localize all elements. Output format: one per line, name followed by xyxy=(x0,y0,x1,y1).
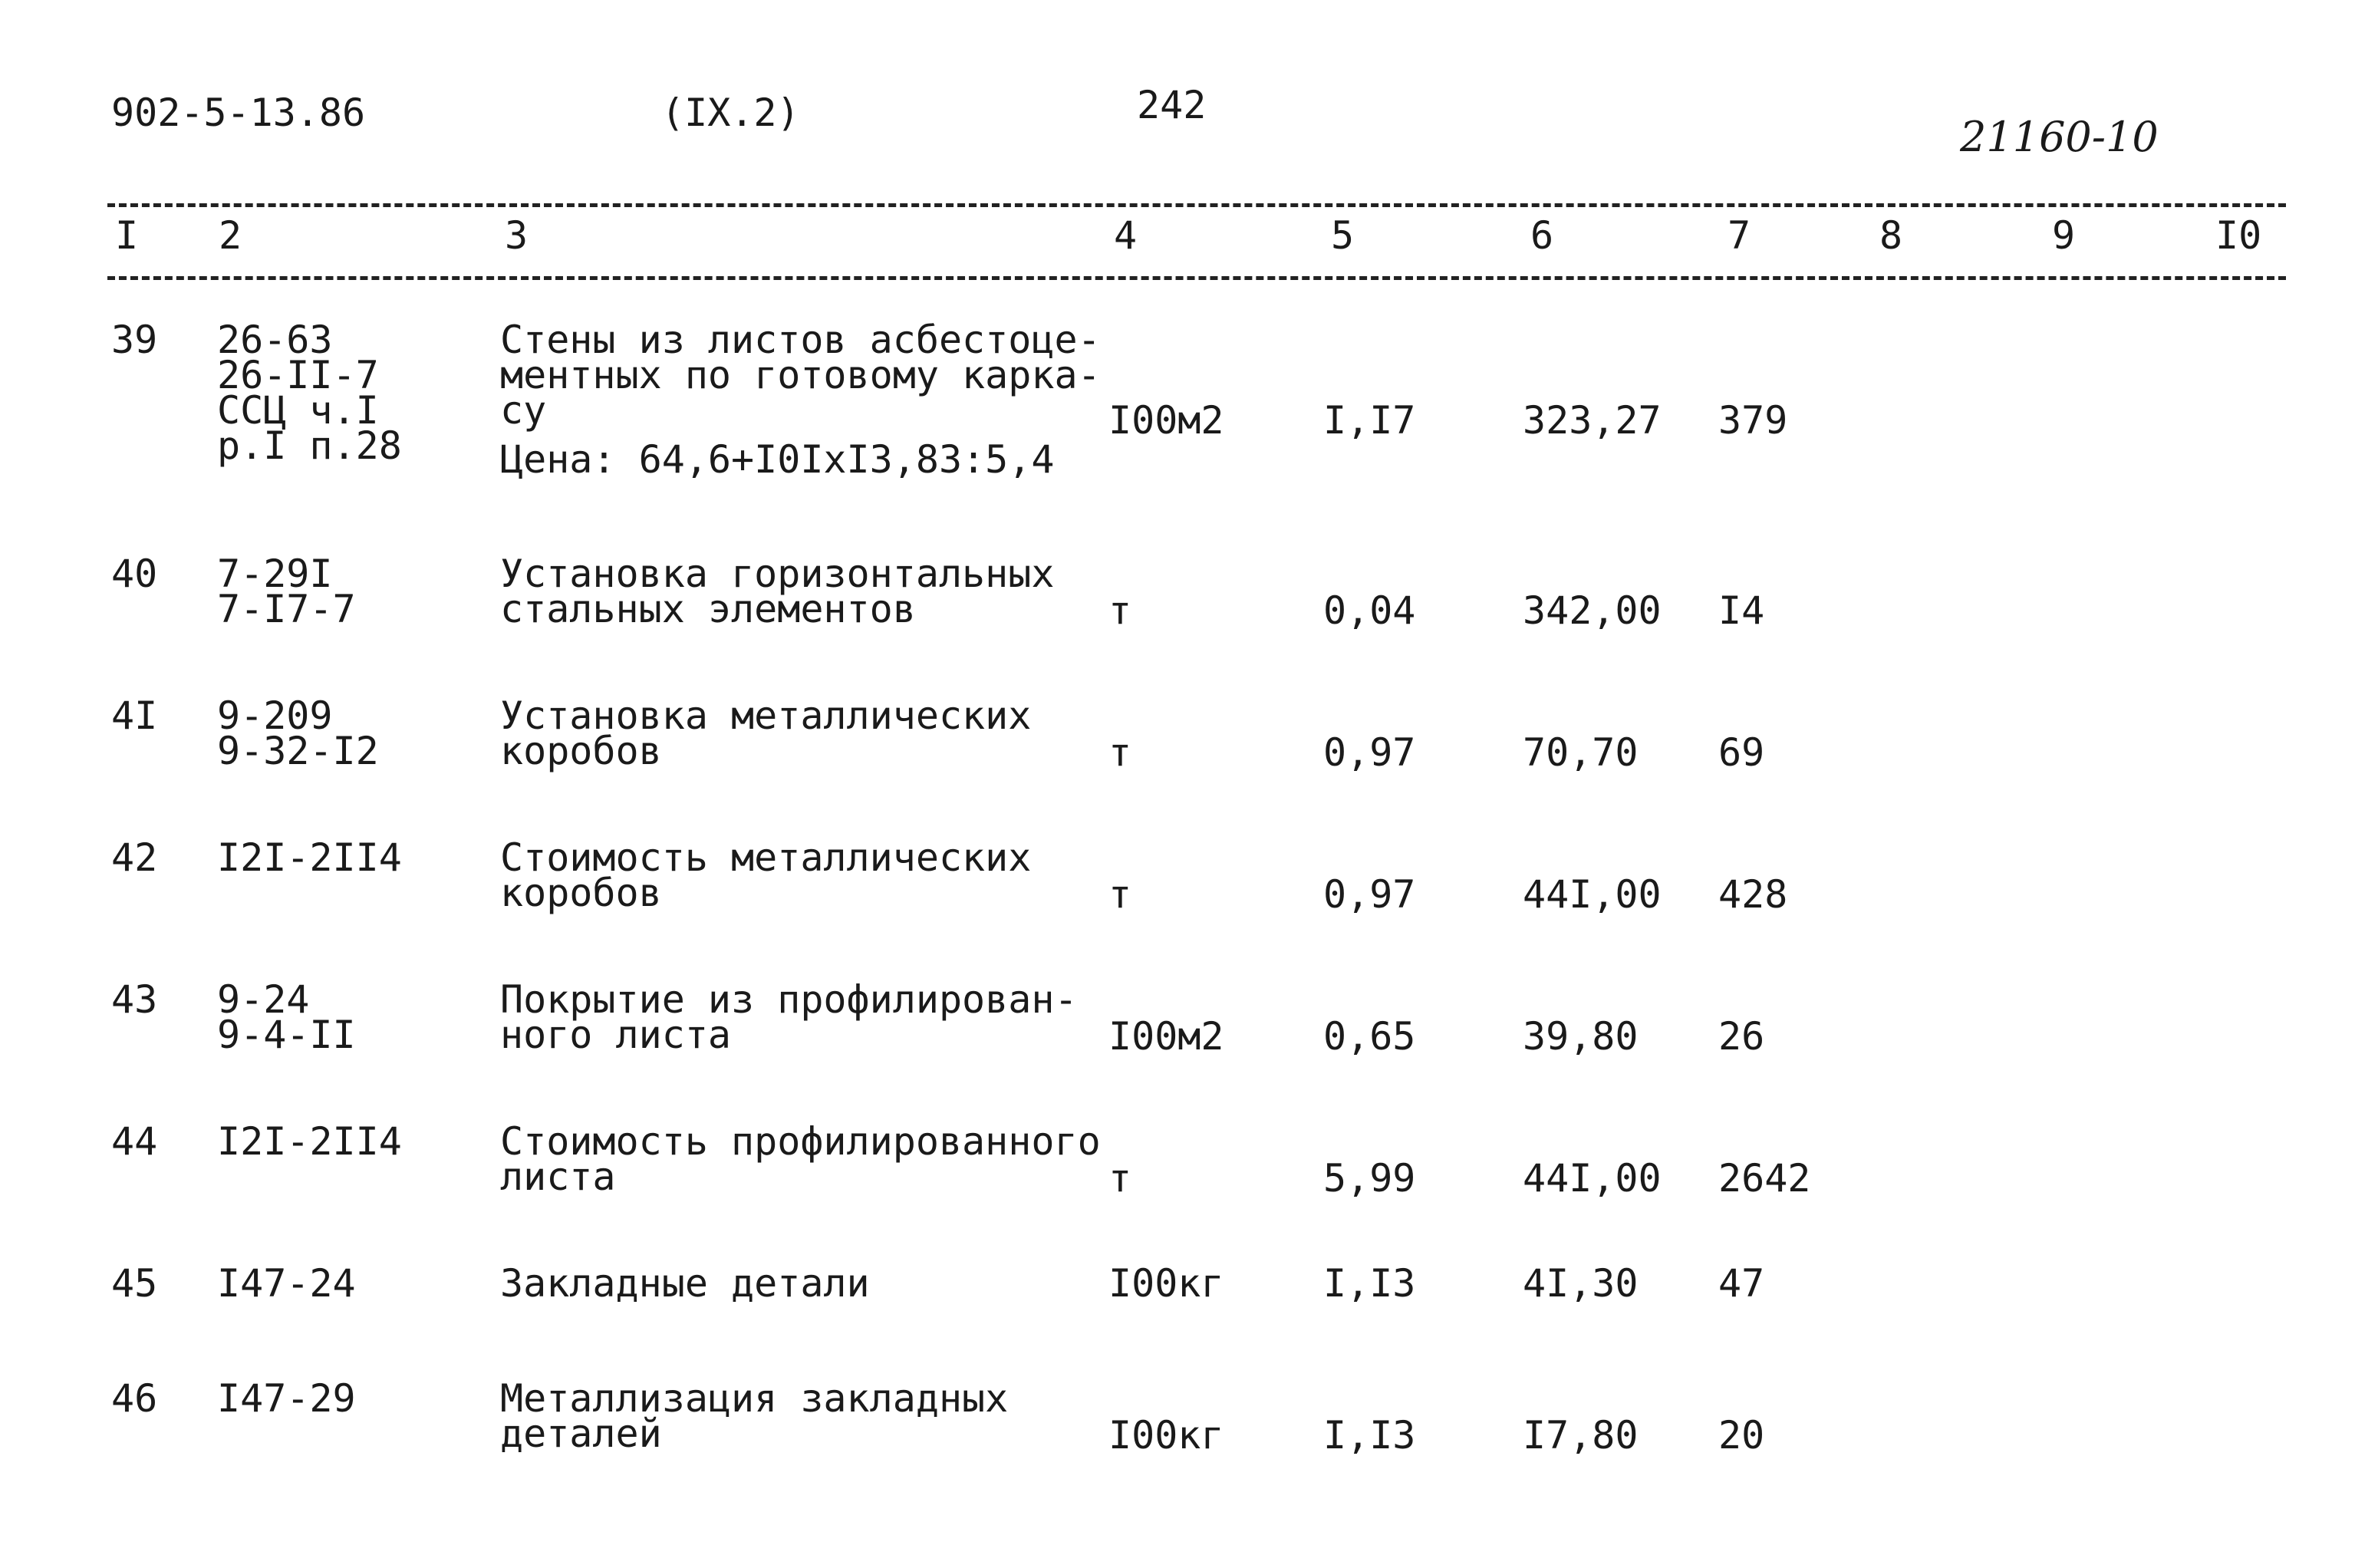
description-line: Покрытие из профилирован- xyxy=(500,977,1078,1022)
norm-code-line: I2I-2II4 xyxy=(217,1119,402,1164)
quantity: I,I3 xyxy=(1323,1261,1416,1306)
description-line: ного листа xyxy=(500,1013,732,1057)
norm-code xyxy=(217,835,402,880)
work-description xyxy=(500,318,1101,482)
norm-code xyxy=(217,1119,402,1164)
norm-code xyxy=(217,552,356,631)
quantity: 0,97 xyxy=(1323,872,1416,917)
table-row xyxy=(0,318,2355,482)
column-number: I xyxy=(115,213,139,258)
description-line: Стоимость профилированного xyxy=(500,1119,1101,1164)
table-row xyxy=(0,835,2355,917)
total-cost: 20 xyxy=(1718,1413,1765,1458)
quantity: 0,04 xyxy=(1323,588,1416,633)
description-line: коробов xyxy=(500,729,662,773)
work-description xyxy=(500,552,1055,631)
column-number: 4 xyxy=(1114,213,1138,258)
total-cost: 379 xyxy=(1718,398,1788,443)
unit: т xyxy=(1108,872,1132,917)
unit: I00кг xyxy=(1108,1261,1224,1306)
page-number: 242 xyxy=(1137,83,1207,127)
description-line: Металлизация закладных xyxy=(500,1376,1009,1421)
row-number: 39 xyxy=(111,318,158,362)
column-number: 2 xyxy=(219,213,242,258)
quantity: I,I3 xyxy=(1323,1413,1416,1458)
description-line: листа xyxy=(500,1155,616,1199)
description-line: ментных по готовому карка- xyxy=(500,353,1101,397)
norm-code-line: 7-I7-7 xyxy=(217,587,356,631)
work-description xyxy=(500,693,1032,773)
table-row xyxy=(0,1119,2355,1201)
description-line: деталей xyxy=(500,1412,662,1456)
quantity: I,I7 xyxy=(1323,398,1416,443)
unit-cost: 342,00 xyxy=(1523,588,1662,633)
header-rule-bottom xyxy=(107,276,2286,280)
unit: т xyxy=(1108,730,1132,775)
unit-cost: 4I,30 xyxy=(1523,1261,1639,1306)
work-description xyxy=(500,1376,1009,1456)
unit-cost: 44I,00 xyxy=(1523,1156,1662,1201)
total-cost: 428 xyxy=(1718,872,1788,917)
description-line: Закладные детали xyxy=(500,1261,870,1306)
norm-code xyxy=(217,1376,356,1421)
norm-code-line: 26-63 xyxy=(217,318,333,362)
row-number: 42 xyxy=(111,835,158,880)
unit: т xyxy=(1108,588,1132,633)
norm-code-line: 9-24 xyxy=(217,977,310,1022)
unit: т xyxy=(1108,1156,1132,1201)
norm-code-line: 9-32-I2 xyxy=(217,729,379,773)
norm-code xyxy=(217,693,379,773)
unit: I00м2 xyxy=(1108,1014,1224,1059)
norm-code-line: 9-209 xyxy=(217,693,333,738)
table-row xyxy=(0,693,2355,775)
norm-code xyxy=(217,318,402,468)
description-line: коробов xyxy=(500,871,662,915)
table-row xyxy=(0,1376,2355,1458)
column-number: 3 xyxy=(505,213,529,258)
row-number: 43 xyxy=(111,977,158,1022)
norm-code-line: р.I п.28 xyxy=(217,423,402,468)
total-cost: I4 xyxy=(1718,588,1765,633)
norm-code-line: I47-24 xyxy=(217,1261,356,1306)
unit: I00кг xyxy=(1108,1413,1224,1458)
column-number: 6 xyxy=(1530,213,1554,258)
norm-code-line: 26-II-7 xyxy=(217,353,379,397)
handwritten-stamp: 21160-10 xyxy=(1960,113,2159,161)
section-label: (IX.2) xyxy=(661,91,800,135)
norm-code xyxy=(217,977,356,1057)
unit-cost: 70,70 xyxy=(1523,730,1639,775)
column-number: 5 xyxy=(1331,213,1355,258)
description-line: Установка металлических xyxy=(500,693,1032,738)
unit-cost: 44I,00 xyxy=(1523,872,1662,917)
row-number: 44 xyxy=(111,1119,158,1164)
norm-code-line: 9-4-II xyxy=(217,1013,356,1057)
description-line: су xyxy=(500,388,547,433)
row-number: 4I xyxy=(111,693,158,738)
description-line: Установка горизонтальных xyxy=(500,552,1055,596)
header-rule-top xyxy=(107,203,2286,207)
row-number: 45 xyxy=(111,1261,158,1306)
table-row xyxy=(0,552,2355,633)
quantity: 0,97 xyxy=(1323,730,1416,775)
total-cost: 47 xyxy=(1718,1261,1765,1306)
norm-code-line: 7-29I xyxy=(217,552,333,596)
column-number: I0 xyxy=(2215,213,2262,258)
quantity: 5,99 xyxy=(1323,1156,1416,1201)
unit-cost: I7,80 xyxy=(1523,1413,1639,1458)
norm-code-line: ССЦ ч.I xyxy=(217,388,379,433)
work-description xyxy=(500,835,1032,915)
unit-cost: 39,80 xyxy=(1523,1014,1639,1059)
description-line: Стены из листов асбестоце- xyxy=(500,318,1101,362)
row-number: 40 xyxy=(111,552,158,596)
column-number: 9 xyxy=(2052,213,2076,258)
unit: I00м2 xyxy=(1108,398,1224,443)
row-number: 46 xyxy=(111,1376,158,1421)
price-note: Цена: 64,6+I0IxI3,83:5,4 xyxy=(500,437,1055,482)
quantity: 0,65 xyxy=(1323,1014,1416,1059)
norm-code-line: I2I-2II4 xyxy=(217,835,402,880)
work-description xyxy=(500,1261,870,1306)
work-description xyxy=(500,977,1078,1057)
total-cost: 26 xyxy=(1718,1014,1765,1059)
unit-cost: 323,27 xyxy=(1523,398,1662,443)
table-row xyxy=(0,977,2355,1059)
norm-code xyxy=(217,1261,356,1306)
column-number: 7 xyxy=(1728,213,1751,258)
table-row xyxy=(0,1261,2355,1306)
description-line: Стоимость металлических xyxy=(500,835,1032,880)
total-cost: 2642 xyxy=(1718,1156,1811,1201)
document-code: 902-5-13.86 xyxy=(111,91,366,135)
norm-code-line: I47-29 xyxy=(217,1376,356,1421)
work-description xyxy=(500,1119,1101,1199)
column-number: 8 xyxy=(1879,213,1903,258)
description-line: стальных элементов xyxy=(500,587,916,631)
total-cost: 69 xyxy=(1718,730,1765,775)
